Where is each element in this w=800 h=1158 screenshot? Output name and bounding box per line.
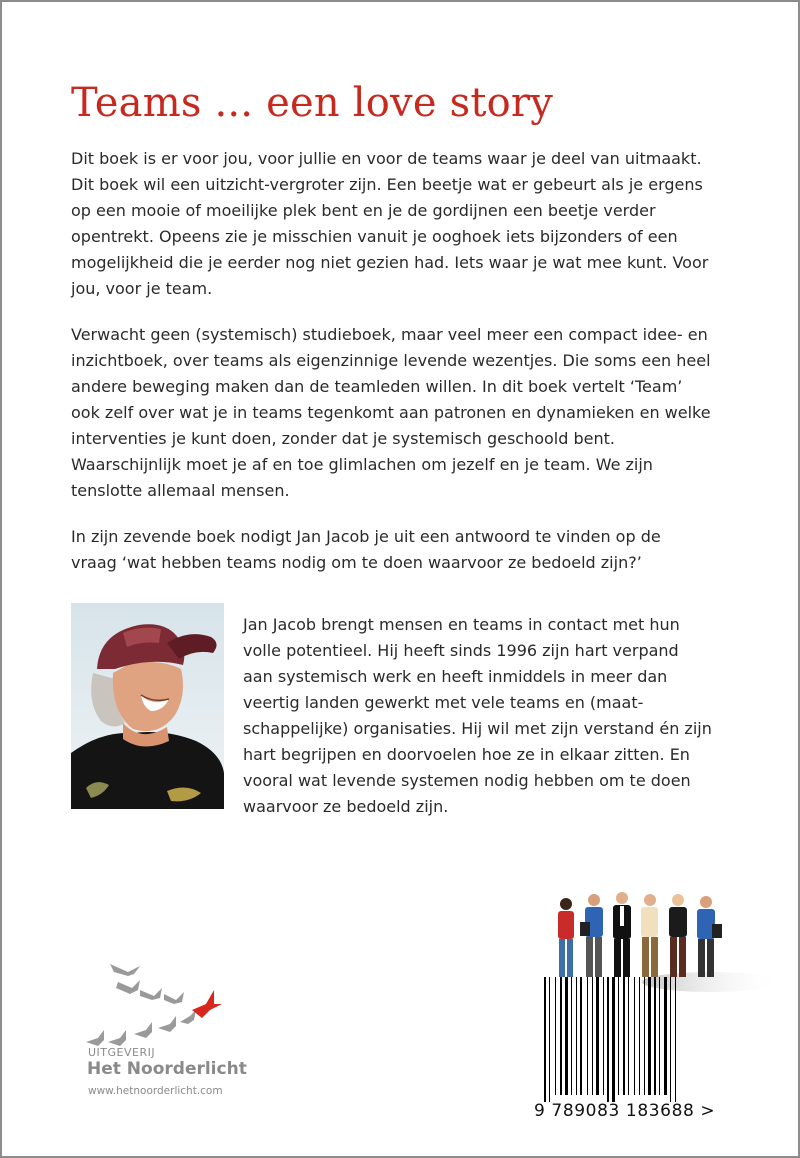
author-photo	[71, 603, 224, 809]
barcode-bar	[592, 977, 593, 1095]
publisher-name: Het Noorderlicht	[87, 1059, 247, 1079]
publisher-label: UITGEVERIJ	[88, 1046, 156, 1059]
birds-logo-icon	[84, 960, 254, 1050]
barcode-bar	[580, 977, 582, 1095]
blurb-paragraph-1: Dit boek is er voor jou, voor jullie en voor de teams waar je deel van uitmaakt. Dit boek wil een uitzicht-vergroter zijn. Een beetje wat er gebeurt als je ergens op een mooie of moeilijke plek bent en je de gordijnen een beetje verder opentrekt. Opeens zie je misschien vanuit je ooghoek iets bijzonders of een mogelijkheid die je eerder nog niet gezien had. Iets waar je wat mee kunt. Voor jou, voor je team.	[71, 149, 709, 298]
barcode-bar	[612, 977, 615, 1102]
barcode-illustration-icon	[522, 882, 772, 1102]
blurb-paragraph-3: In zijn zevende boek nodigt Jan Jacob je uit een antwoord te vinden op de vraag ‘wat hebben teams nodig om te doen waarvoor ze bedoeld zijn?’	[71, 527, 661, 572]
barcode-bar	[549, 977, 550, 1102]
barcode-bar	[628, 977, 629, 1095]
publisher-url[interactable]: www.hetnoorderlicht.com	[88, 1085, 223, 1097]
isbn-number: 9 789083 183688 >	[534, 1101, 716, 1121]
barcode-bar	[634, 977, 635, 1095]
barcode-bar	[544, 977, 546, 1102]
barcode-bar	[675, 977, 676, 1102]
barcode-bar	[654, 977, 656, 1095]
barcode-bar	[618, 977, 619, 1095]
barcode-bar	[607, 977, 609, 1102]
barcode-bar	[670, 977, 671, 1102]
publisher-logo	[84, 960, 254, 1120]
barcode-bar	[576, 977, 577, 1095]
barcode-bar	[587, 977, 588, 1095]
barcode-bar	[565, 977, 568, 1095]
barcode-bar	[571, 977, 572, 1095]
barcode-bar	[648, 977, 651, 1095]
barcode-bar	[623, 977, 625, 1095]
blurb-paragraph-2: Verwacht geen (systemisch) studieboek, maar veel meer een compact idee- en inzichtboek, over teams als eigenzinnige levende wezentjes. Die soms een heel andere beweging maken dan de teamleden willen. In dit boek vertelt ‘Team’ ook zelf over wat je in teams tegenkomt aan patronen en dynamieken en welke interventies je kunt doen, zonder dat je systemisch geschoold bent. Waarschijnlijk moet je af en toe glimlachen om jezelf en je team. We zijn tenslotte allemaal mensen.	[71, 325, 711, 500]
isbn-barcode	[522, 882, 772, 1122]
author-bio: Jan Jacob brengt mensen en teams in contact met hun volle potentieel. Hij heeft sinds 1996 zijn hart verpand aan systemisch werk en heeft inmiddels in meer dan veertig landen gewerkt met vele teams en (maat-schappelijke) organisaties. Hij wil met zijn verstand én zijn hart begrijpen en doorvoelen hoe ze in elkaar zitten. En vooral wat levende systemen nodig hebben om te doen waarvoor ze bedoeld zijn.	[243, 615, 712, 816]
blurb	[71, 146, 711, 596]
barcode-bar	[596, 977, 599, 1095]
barcode-bar	[603, 977, 604, 1095]
barcode-bar	[664, 977, 667, 1095]
barcode-bar	[560, 977, 562, 1095]
barcode-bar	[644, 977, 645, 1095]
barcode-bar	[659, 977, 660, 1095]
barcode-bar	[639, 977, 640, 1095]
barcode-bar	[555, 977, 556, 1095]
book-title: Teams ... een love story	[71, 80, 554, 126]
